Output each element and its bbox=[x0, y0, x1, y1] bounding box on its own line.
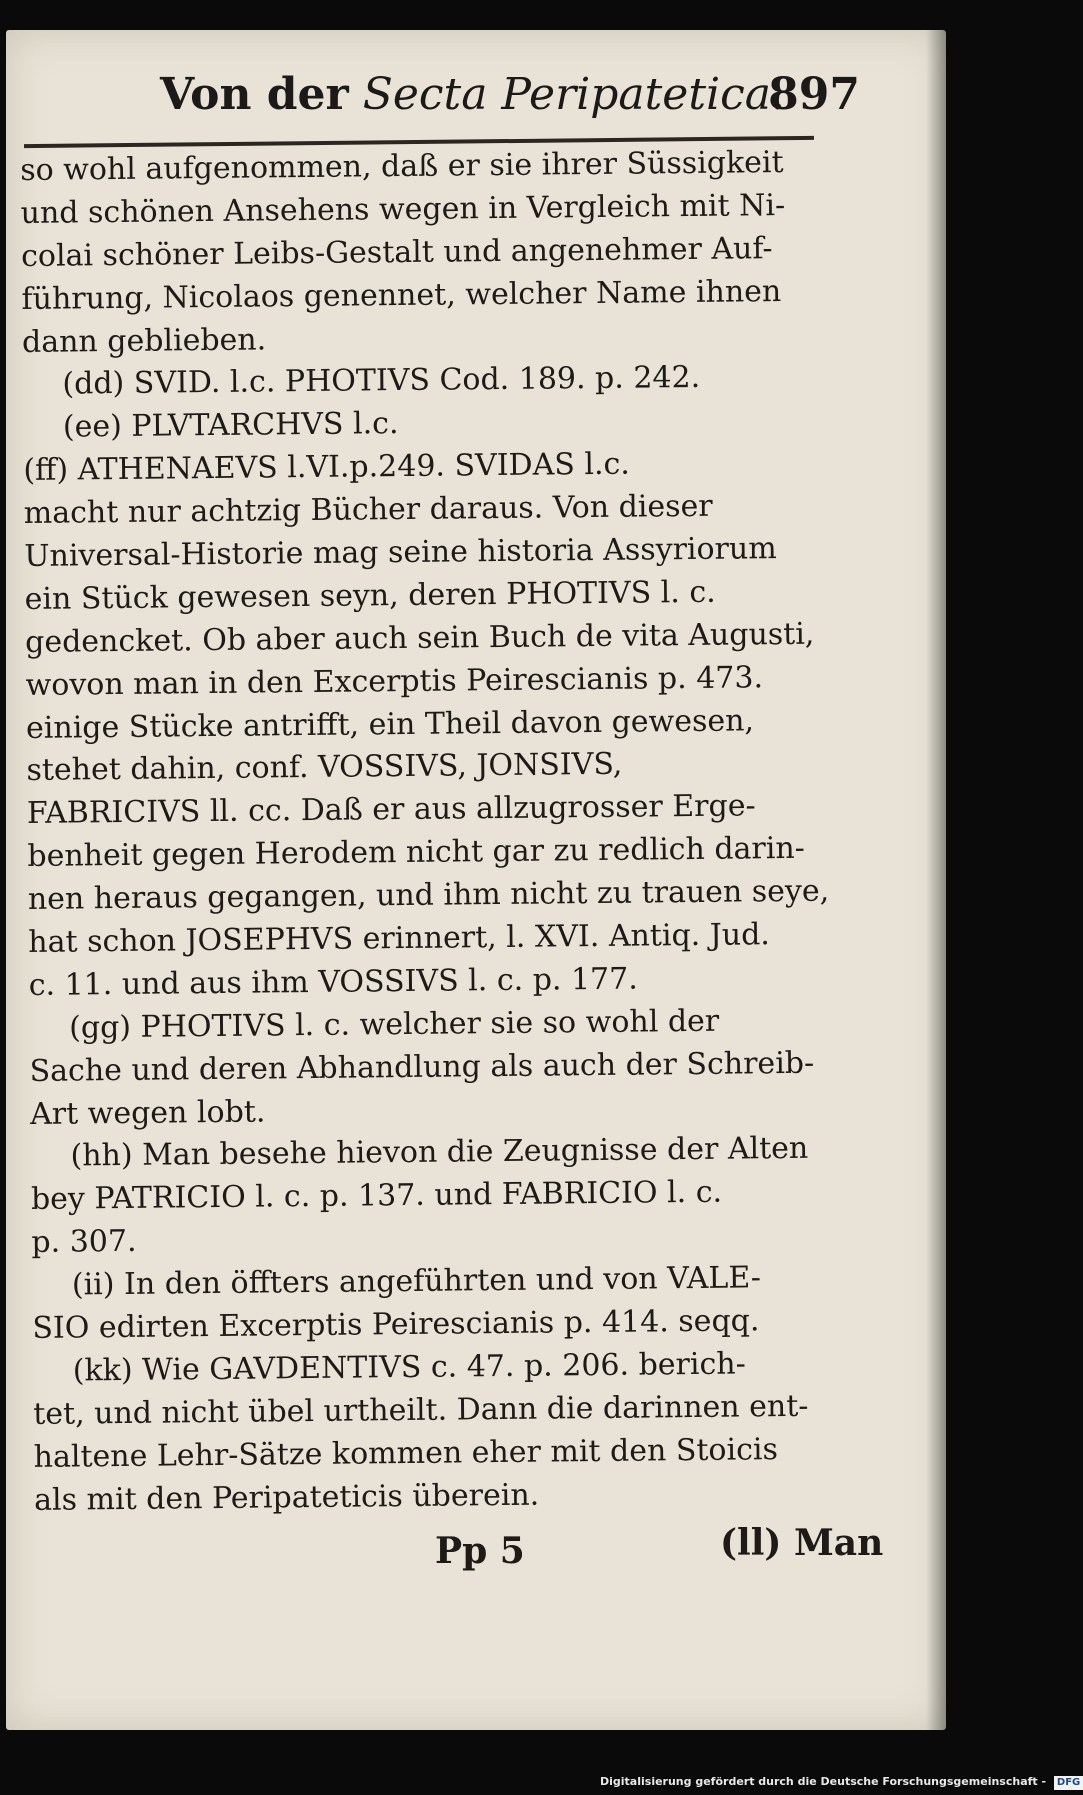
text-line: führung, Nicolaos genennet, welcher Name ihnen bbox=[21, 273, 782, 317]
text-line: c. 11. und aus ihm VOSSIVS l. c. p. 177. bbox=[28, 961, 638, 1003]
text-line: bey PATRICIO l. c. p. 137. und FABRICIO l. c. bbox=[30, 1175, 723, 1218]
credit-text: Digitalisierung gefördert durch die Deutsche Forschungsgemeinschaft - bbox=[600, 1775, 1047, 1788]
text-line: dann geblieben. bbox=[21, 321, 267, 360]
footnote-kk: (kk) Wie GAVDENTIVS c. 47. p. 206. berich- bbox=[72, 1346, 746, 1389]
text-line: so wohl aufgenommen, daß er sie ihrer Süssigkeit bbox=[20, 145, 784, 188]
footnote-hh: (hh) Man besehe hievon die Zeugnisse der Alten bbox=[70, 1131, 809, 1175]
footnote-ff: (ff) ATHENAEVS l.VI.p.249. SVIDAS l.c. bbox=[23, 446, 631, 489]
header-title-italic: Secta Peripatetica. bbox=[362, 69, 785, 120]
footnote-dd: (dd) SVID. l.c. PHOTIVS Cod. 189. p. 242. bbox=[62, 360, 701, 403]
footnote-ii: (ii) In den öffters angeführten und von VALE- bbox=[71, 1260, 762, 1303]
text-line: FABRICIVS ll. cc. Daß er aus allzugrosser Erge- bbox=[26, 788, 756, 832]
running-header bbox=[160, 60, 860, 130]
digitization-credit bbox=[600, 1772, 1081, 1792]
text-line: SIO edirten Excerptis Peirescianis p. 414. seqq. bbox=[32, 1303, 760, 1346]
text-line: colai schöner Leibs-Gestalt und angenehmer Auf- bbox=[20, 230, 773, 274]
text-line: gedencket. Ob aber auch sein Buch de vita Augusti, bbox=[24, 616, 815, 660]
text-line: stehet dahin, conf. VOSSIVS, JONSIVS, bbox=[26, 747, 623, 789]
text-line: Universal-Historie mag seine historia Assyriorum bbox=[24, 531, 777, 574]
text-line: macht nur achtzig Bücher daraus. Von dieser bbox=[23, 488, 713, 532]
footnote-gg: (gg) PHOTIVS l. c. welcher sie so wohl der bbox=[69, 1003, 720, 1046]
text-line: Sache und deren Abhandlung als auch der Schreib- bbox=[29, 1045, 815, 1089]
footnote-ee: (ee) PLVTARCHVS l.c. bbox=[62, 406, 399, 445]
text-line: und schönen Ansehens wegen in Vergleich mit Ni- bbox=[20, 187, 786, 231]
text-line: einige Stücke antrifft, ein Theil davon gewesen, bbox=[25, 702, 755, 746]
text-line: wovon man in den Excerptis Peirescianis p. 473. bbox=[25, 659, 764, 703]
text-line: als mit den Peripateticis überein. bbox=[33, 1477, 540, 1518]
dfg-logo: DFG bbox=[1054, 1776, 1083, 1790]
page-gutter-shadow bbox=[926, 30, 946, 1730]
catchword: (ll) Man bbox=[720, 1522, 884, 1564]
page-number: 897 bbox=[768, 69, 860, 120]
text-line: ein Stück gewesen seyn, deren PHOTIVS l. c. bbox=[24, 574, 716, 617]
body-text bbox=[20, 141, 864, 1522]
text-line: tet, und nicht übel urtheilt. Dann die darinnen ent- bbox=[33, 1388, 809, 1432]
text-line: benheit gegen Herodem nicht gar zu redlich darin- bbox=[27, 831, 806, 875]
header-title-prefix: Von der bbox=[160, 69, 349, 120]
text-line: haltene Lehr-Sätze kommen eher mit den Stoicis bbox=[33, 1431, 779, 1475]
signature-mark: Pp 5 bbox=[435, 1530, 525, 1572]
text-line: hat schon JOSEPHVS erinnert, l. XVI. Antiq. Jud. bbox=[28, 917, 771, 960]
text-line: nen heraus gegangen, und ihm nicht zu trauen seye, bbox=[27, 873, 830, 918]
text-line: p. 307. bbox=[31, 1224, 137, 1261]
text-line: Art wegen lobt. bbox=[29, 1094, 266, 1132]
